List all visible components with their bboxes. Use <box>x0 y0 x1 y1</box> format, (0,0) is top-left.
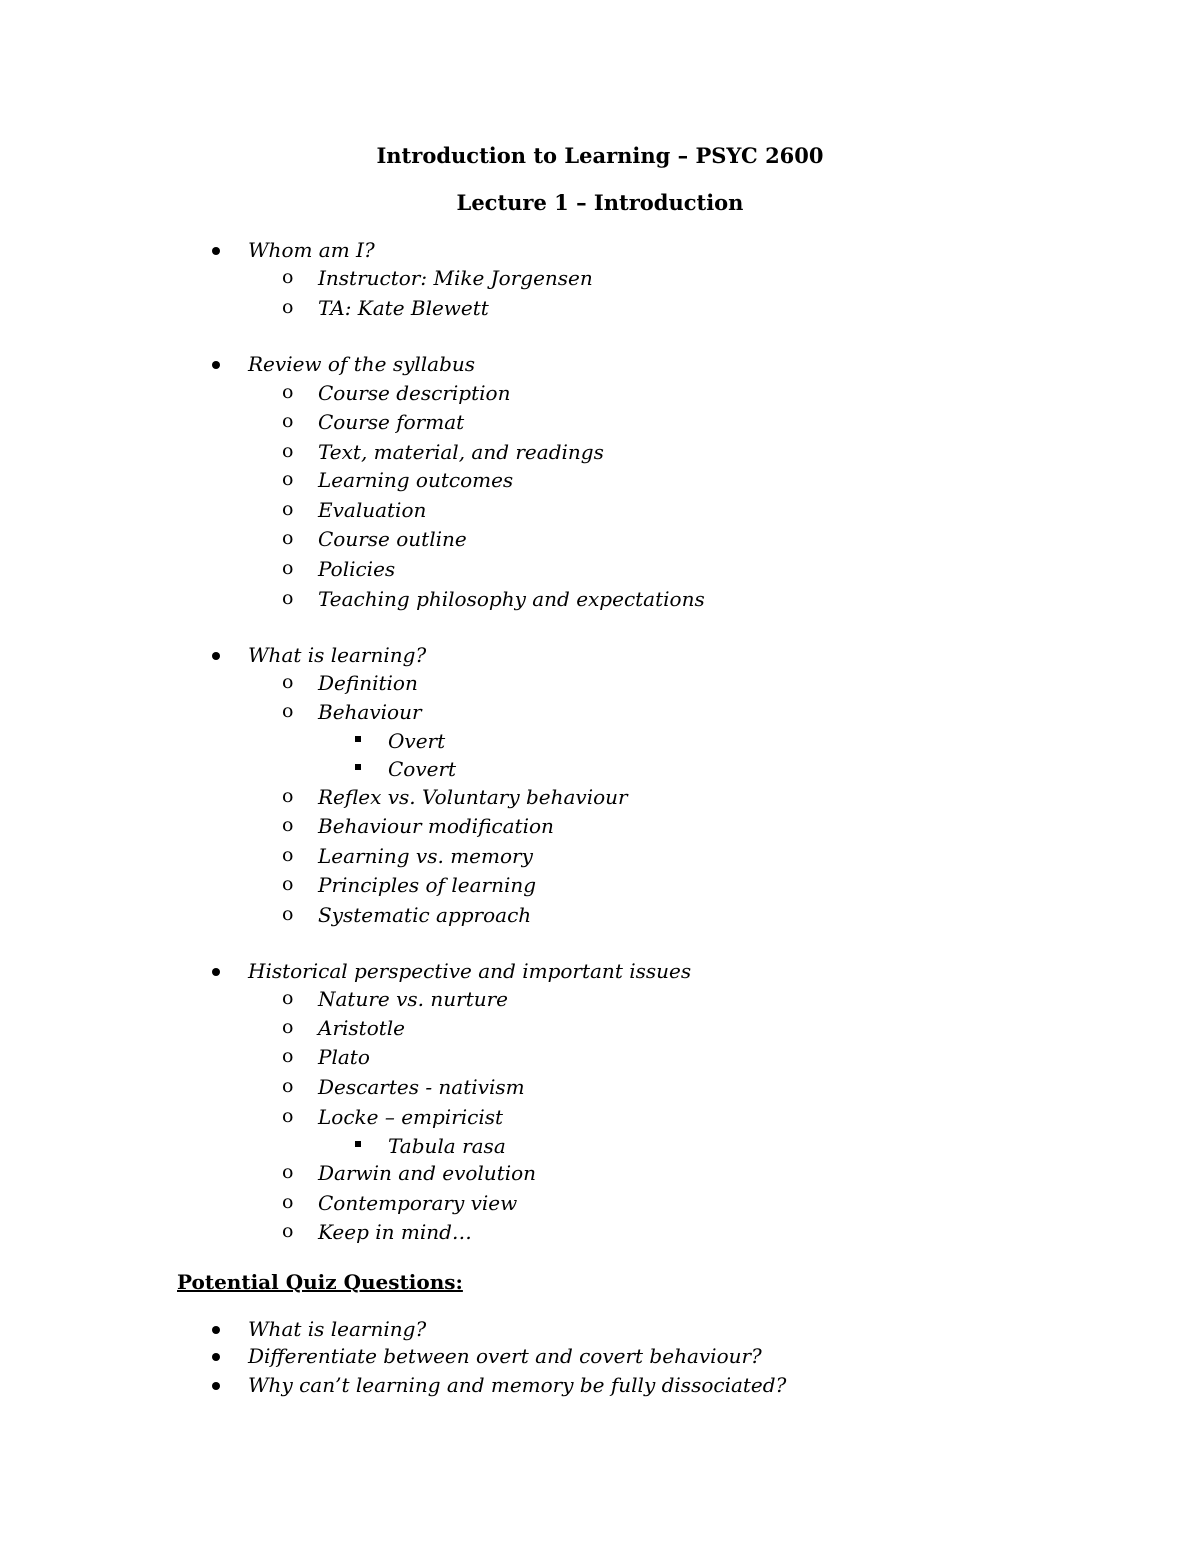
circle-bullet-icon: o <box>282 1016 294 1038</box>
outline-item-level2: Policies <box>318 557 396 581</box>
outline-item-level1: What is learning? <box>248 643 427 667</box>
circle-bullet-icon: o <box>282 468 294 490</box>
outline-item-level2: Instructor: Mike Jorgensen <box>318 266 593 290</box>
outline-item-level3: Covert <box>388 757 457 781</box>
circle-bullet-icon: o <box>282 440 294 462</box>
outline-item-level1: Review of the syllabus <box>248 352 476 376</box>
square-bullet-icon <box>355 1141 361 1147</box>
circle-bullet-icon: o <box>282 498 294 520</box>
outline-item-level2: Learning outcomes <box>318 468 514 492</box>
circle-bullet-icon: o <box>282 814 294 836</box>
circle-bullet-icon: o <box>282 410 294 432</box>
outline-item-level2: Definition <box>318 671 418 695</box>
circle-bullet-icon: o <box>282 266 294 288</box>
circle-bullet-icon: o <box>282 987 294 1009</box>
quiz-heading: Potential Quiz Questions: <box>177 1270 463 1294</box>
outline-item-level2: Aristotle <box>318 1016 406 1040</box>
bullet-icon <box>212 968 220 976</box>
outline-item-level2: Plato <box>318 1045 370 1069</box>
square-bullet-icon <box>355 764 361 770</box>
outline-item-level2: Systematic approach <box>318 903 532 927</box>
circle-bullet-icon: o <box>282 785 294 807</box>
document-title: Introduction to Learning – PSYC 2600 <box>376 143 824 168</box>
square-bullet-icon <box>355 736 361 742</box>
outline-item-level1: Whom am I? <box>248 238 375 262</box>
circle-bullet-icon: o <box>282 700 294 722</box>
outline-item-level2: Principles of learning <box>318 873 537 897</box>
quiz-question: Differentiate between overt and covert behaviour? <box>248 1344 762 1368</box>
outline-item-level2: Descartes - nativism <box>318 1075 525 1099</box>
outline-item-level2: Locke – empiricist <box>318 1105 504 1129</box>
circle-bullet-icon: o <box>282 587 294 609</box>
circle-bullet-icon: o <box>282 1075 294 1097</box>
outline-item-level1: Historical perspective and important issues <box>248 959 692 983</box>
bullet-icon <box>212 247 220 255</box>
outline-item-level2: Nature vs. nurture <box>318 987 509 1011</box>
outline-item-level2: Learning vs. memory <box>318 844 533 868</box>
bullet-icon <box>212 1382 220 1390</box>
outline-item-level2: Course outline <box>318 527 467 551</box>
outline-item-level3: Overt <box>388 729 446 753</box>
bullet-icon <box>212 652 220 660</box>
outline-item-level2: Contemporary view <box>318 1191 518 1215</box>
circle-bullet-icon: o <box>282 527 294 549</box>
circle-bullet-icon: o <box>282 1220 294 1242</box>
outline-item-level2: Course format <box>318 410 465 434</box>
outline-item-level2: Behaviour modification <box>318 814 554 838</box>
outline-item-level2: Text, material, and readings <box>318 440 604 464</box>
outline-item-level2: Keep in mind… <box>318 1220 472 1244</box>
bullet-icon <box>212 361 220 369</box>
circle-bullet-icon: o <box>282 671 294 693</box>
outline-item-level2: Darwin and evolution <box>318 1161 537 1185</box>
lecture-subtitle: Lecture 1 – Introduction <box>456 190 744 215</box>
circle-bullet-icon: o <box>282 557 294 579</box>
bullet-icon <box>212 1326 220 1334</box>
circle-bullet-icon: o <box>282 1105 294 1127</box>
outline-item-level2: Behaviour <box>318 700 422 724</box>
quiz-question: What is learning? <box>248 1317 427 1341</box>
bullet-icon <box>212 1353 220 1361</box>
outline-item-level2: TA: Kate Blewett <box>318 296 489 320</box>
circle-bullet-icon: o <box>282 1045 294 1067</box>
outline-item-level2: Reflex vs. Voluntary behaviour <box>318 785 628 809</box>
outline-item-level2: Evaluation <box>318 498 427 522</box>
outline-item-level2: Course description <box>318 381 511 405</box>
outline-item-level2: Teaching philosophy and expectations <box>318 587 705 611</box>
circle-bullet-icon: o <box>282 873 294 895</box>
circle-bullet-icon: o <box>282 903 294 925</box>
circle-bullet-icon: o <box>282 1161 294 1183</box>
circle-bullet-icon: o <box>282 296 294 318</box>
circle-bullet-icon: o <box>282 1191 294 1213</box>
quiz-question: Why can’t learning and memory be fully dissociated? <box>248 1373 787 1397</box>
circle-bullet-icon: o <box>282 844 294 866</box>
circle-bullet-icon: o <box>282 381 294 403</box>
outline-item-level3: Tabula rasa <box>388 1134 506 1158</box>
